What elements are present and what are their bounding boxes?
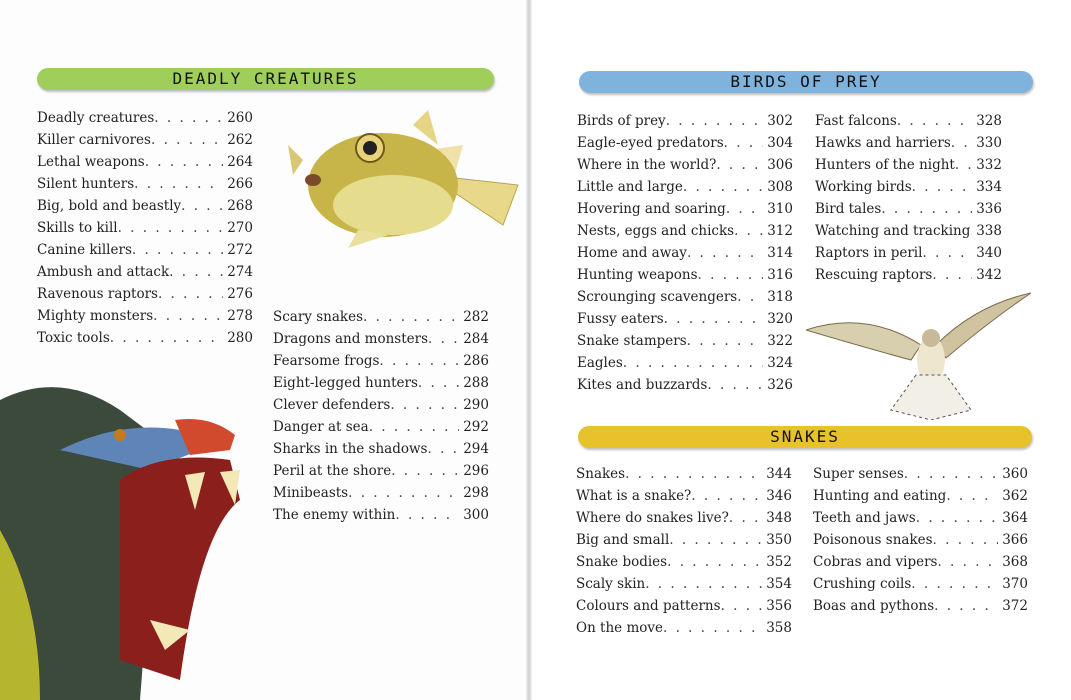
dot-leader <box>664 308 764 330</box>
toc-entry[interactable] <box>273 460 489 482</box>
dot-leader <box>348 482 459 504</box>
dot-leader <box>932 264 972 286</box>
dot-leader <box>683 176 763 198</box>
toc-entry-page: 350 <box>766 532 792 548</box>
toc-entry-title: Hawks and harriers <box>815 135 951 151</box>
toc-entry[interactable] <box>273 372 489 394</box>
toc-entry-page: 264 <box>227 154 253 170</box>
dot-leader <box>663 617 762 639</box>
dot-leader <box>153 305 223 327</box>
toc-entry-page: 352 <box>766 554 792 570</box>
toc-entry[interactable] <box>576 507 792 529</box>
toc-entry-title: Skills to kill <box>37 220 118 236</box>
toc-entry-title: Bird tales <box>815 201 882 217</box>
dot-leader <box>669 529 762 551</box>
dot-leader <box>946 485 998 507</box>
toc-entry-title: Silent hunters <box>37 176 135 192</box>
toc-entry-page: 302 <box>767 113 793 129</box>
toc-entry[interactable] <box>577 242 793 264</box>
toc-entry[interactable] <box>813 463 1028 485</box>
toc-entry-title: On the move <box>576 620 663 636</box>
toc-entry-page: 272 <box>227 242 253 258</box>
toc-entry-title: Birds of prey <box>577 113 666 129</box>
toc-entry-title: Toxic tools <box>37 330 110 346</box>
dot-leader <box>687 242 763 264</box>
toc-entry-page: 364 <box>1002 510 1028 526</box>
dot-leader <box>897 110 972 132</box>
toc-entry-title: Fearsome frogs <box>273 353 380 369</box>
toc-entry-title: The enemy within <box>273 507 396 523</box>
toc-entry-title: Big, bold and beastly <box>37 198 182 214</box>
toc-entry[interactable] <box>815 176 1002 198</box>
kestrel-illustration <box>806 290 1031 420</box>
dot-leader <box>395 504 459 526</box>
toc-entry-title: Minibeasts <box>273 485 349 501</box>
toc-entry-title: Mighty monsters <box>37 308 154 324</box>
dot-leader <box>151 129 223 151</box>
toc-entry-page: 262 <box>227 132 253 148</box>
toc-entry-page: 340 <box>976 245 1002 261</box>
dot-leader <box>721 595 763 617</box>
toc-entry-page: 360 <box>1002 466 1028 482</box>
toc-entry-page: 356 <box>766 598 792 614</box>
dot-leader <box>951 132 972 154</box>
dot-leader <box>724 132 764 154</box>
toc-entry-title: Ravenous raptors <box>37 286 158 302</box>
dot-leader <box>666 110 764 132</box>
dot-leader <box>707 374 763 396</box>
toc-entry-title: Snakes <box>576 466 626 482</box>
toc-entry[interactable] <box>577 264 793 286</box>
toc-entry-title: Boas and pythons <box>813 598 935 614</box>
toc-entry-page: 288 <box>463 375 489 391</box>
toc-entry-page: 280 <box>227 330 253 346</box>
toc-entry-page: 342 <box>976 267 1002 283</box>
toc-entry-page: 308 <box>767 179 793 195</box>
toc-entry[interactable] <box>273 416 489 438</box>
toc-entry-title: Crushing coils <box>813 576 912 592</box>
toc-entry[interactable] <box>576 573 792 595</box>
toc-entry[interactable] <box>576 595 792 617</box>
toc-entry-page: 326 <box>767 377 793 393</box>
toc-entry[interactable] <box>273 438 489 460</box>
toc-entry-page: 276 <box>227 286 253 302</box>
toc-entry[interactable] <box>273 350 489 372</box>
toc-entry[interactable] <box>273 394 489 416</box>
toc-entry-page: 312 <box>767 223 793 239</box>
toc-entry-page: 294 <box>463 441 489 457</box>
toc-column <box>815 110 1002 286</box>
dot-leader <box>734 220 763 242</box>
toc-entry[interactable] <box>577 220 793 242</box>
toc-entry-page: 268 <box>227 198 253 214</box>
dot-leader <box>737 286 763 308</box>
toc-entry-title: Sharks in the shadows <box>273 441 428 457</box>
toc-column <box>577 110 793 396</box>
toc-entry-title: Super senses <box>813 466 904 482</box>
toc-entry-title: Poisonous snakes <box>813 532 933 548</box>
dot-leader <box>390 394 459 416</box>
section-banner-snakes: SNAKES <box>578 426 1032 448</box>
dot-leader <box>418 372 459 394</box>
toc-entry-title: Where in the world? <box>577 157 717 173</box>
toc-entry-page: 330 <box>976 135 1002 151</box>
toc-entry-page: 310 <box>767 201 793 217</box>
toc-entry[interactable] <box>815 110 1002 132</box>
toc-entry-title: Hunting weapons <box>577 267 698 283</box>
toc-entry-page: 260 <box>227 110 253 126</box>
dot-leader <box>934 595 998 617</box>
toc-entry[interactable] <box>37 239 253 261</box>
dot-leader <box>369 416 460 438</box>
toc-entry[interactable] <box>273 504 489 526</box>
dot-leader <box>933 529 999 551</box>
dot-leader <box>922 242 972 264</box>
toc-entry-title: Where do snakes live? <box>576 510 729 526</box>
dot-leader <box>118 217 224 239</box>
toc-entry-title: Hovering and soaring <box>577 201 726 217</box>
toc-entry-title: Scaly skin <box>576 576 646 592</box>
toc-entry-title: Lethal weapons <box>37 154 145 170</box>
toc-entry[interactable] <box>813 507 1028 529</box>
toc-entry-title: Danger at sea <box>273 419 369 435</box>
dot-leader <box>134 173 223 195</box>
toc-entry[interactable] <box>577 110 793 132</box>
toc-entry-page: 332 <box>976 157 1002 173</box>
toc-entry-title: Clever defenders <box>273 397 391 413</box>
toc-entry[interactable] <box>576 529 792 551</box>
toc-entry[interactable] <box>815 154 1002 176</box>
toc-entry-title: Hunting and eating <box>813 488 947 504</box>
dot-leader <box>428 328 459 350</box>
toc-entry-title: Killer carnivores <box>37 132 151 148</box>
toc-entry[interactable] <box>37 173 253 195</box>
toc-entry[interactable] <box>577 352 793 374</box>
toc-entry-page: 348 <box>766 510 792 526</box>
dot-leader <box>912 176 973 198</box>
dot-leader <box>154 107 223 129</box>
toc-entry[interactable] <box>815 220 1002 242</box>
toc-entry-title: Cobras and vipers <box>813 554 938 570</box>
toc-entry[interactable] <box>815 132 1002 154</box>
toc-entry[interactable] <box>815 198 1002 220</box>
toc-entry[interactable] <box>37 261 253 283</box>
mandrill-illustration <box>0 380 260 700</box>
dot-leader <box>881 198 972 220</box>
toc-entry-title: Snake bodies <box>576 554 668 570</box>
toc-entry[interactable] <box>815 264 1002 286</box>
toc-entry-title: Fast falcons <box>815 113 897 129</box>
toc-entry-title: Little and large <box>577 179 683 195</box>
toc-entry[interactable] <box>37 151 253 173</box>
toc-entry-title: Peril at the shore <box>273 463 392 479</box>
toc-entry-page: 298 <box>463 485 489 501</box>
dot-leader <box>716 154 763 176</box>
toc-entry-page: 324 <box>767 355 793 371</box>
dot-leader <box>916 507 998 529</box>
pufferfish-illustration <box>278 100 533 250</box>
dot-leader <box>145 151 224 173</box>
dot-leader <box>726 198 763 220</box>
toc-column <box>576 463 792 639</box>
toc-entry-title: Home and away <box>577 245 687 261</box>
toc-entry[interactable] <box>576 463 792 485</box>
dot-leader <box>158 283 223 305</box>
toc-entry-page: 286 <box>463 353 489 369</box>
toc-entry-title: Raptors in peril <box>815 245 923 261</box>
section-banner-deadly-creatures: DEADLY CREATURES <box>37 68 494 90</box>
dot-leader <box>691 485 762 507</box>
toc-entry-title: Scary snakes <box>273 309 363 325</box>
dot-leader <box>729 507 762 529</box>
toc-entry-page: 306 <box>767 157 793 173</box>
toc-entry-page: 266 <box>227 176 253 192</box>
toc-entry-title: Eagle-eyed predators <box>577 135 724 151</box>
toc-entry-title: Teeth and jaws <box>813 510 916 526</box>
toc-entry[interactable] <box>813 573 1028 595</box>
toc-entry-page: 282 <box>463 309 489 325</box>
toc-column <box>273 306 489 526</box>
toc-entry-page: 328 <box>976 113 1002 129</box>
toc-entry-title: Nests, eggs and chicks <box>577 223 735 239</box>
toc-entry-title: Eagles <box>577 355 623 371</box>
toc-entry[interactable] <box>577 198 793 220</box>
toc-entry-page: 316 <box>767 267 793 283</box>
toc-entry-page: 346 <box>766 488 792 504</box>
toc-entry-title: Eight-legged hunters <box>273 375 418 391</box>
toc-entry-title: Canine killers <box>37 242 132 258</box>
toc-column <box>813 463 1028 617</box>
dot-leader <box>667 551 762 573</box>
toc-entry[interactable] <box>576 551 792 573</box>
toc-entry[interactable] <box>273 482 489 504</box>
toc-entry-title: What is a snake? <box>576 488 692 504</box>
dot-leader <box>427 438 459 460</box>
toc-entry[interactable] <box>577 374 793 396</box>
toc-entry-page: 296 <box>463 463 489 479</box>
toc-entry-title: Kites and buzzards <box>577 377 708 393</box>
toc-entry[interactable] <box>576 485 792 507</box>
toc-entry[interactable] <box>37 327 253 349</box>
toc-entry[interactable] <box>576 617 792 639</box>
toc-entry[interactable] <box>37 217 253 239</box>
toc-entry-page: 334 <box>976 179 1002 195</box>
toc-entry-page: 304 <box>767 135 793 151</box>
toc-entry-title: Working birds <box>815 179 912 195</box>
toc-entry[interactable] <box>577 176 793 198</box>
toc-entry-page: 278 <box>227 308 253 324</box>
toc-entry-page: 366 <box>1002 532 1028 548</box>
toc-entry-page: 318 <box>767 289 793 305</box>
dot-leader <box>363 306 459 328</box>
dot-leader <box>379 350 459 372</box>
dot-leader <box>904 463 998 485</box>
toc-entry[interactable] <box>577 308 793 330</box>
toc-entry-page: 300 <box>463 507 489 523</box>
toc-entry-page: 370 <box>1002 576 1028 592</box>
toc-entry[interactable] <box>37 305 253 327</box>
toc-entry[interactable] <box>813 529 1028 551</box>
toc-entry-page: 284 <box>463 331 489 347</box>
dot-leader <box>645 573 762 595</box>
toc-entry-page: 358 <box>766 620 792 636</box>
toc-entry-page: 344 <box>766 466 792 482</box>
toc-entry-title: Watching and tracking <box>815 223 971 239</box>
toc-entry-title: Deadly creatures <box>37 110 155 126</box>
toc-entry-title: Big and small <box>576 532 670 548</box>
toc-entry-page: 290 <box>463 397 489 413</box>
toc-entry-page: 270 <box>227 220 253 236</box>
toc-entry[interactable] <box>813 485 1028 507</box>
toc-entry[interactable] <box>577 154 793 176</box>
toc-column <box>37 107 253 349</box>
toc-entry[interactable] <box>37 195 253 217</box>
toc-entry-page: 274 <box>227 264 253 280</box>
toc-entry-page: 354 <box>766 576 792 592</box>
dot-leader <box>698 264 764 286</box>
toc-entry-title: Ambush and attack <box>37 264 170 280</box>
toc-entry[interactable] <box>37 107 253 129</box>
toc-entry[interactable] <box>37 283 253 305</box>
dot-leader <box>181 195 223 217</box>
dot-leader <box>625 463 762 485</box>
dot-leader <box>110 327 223 349</box>
toc-entry[interactable] <box>273 306 489 328</box>
toc-entry-title: Snake stampers <box>577 333 687 349</box>
toc-entry-title: Colours and patterns <box>576 598 721 614</box>
section-banner-birds-of-prey: BIRDS OF PREY <box>579 71 1033 93</box>
toc-entry-page: 314 <box>767 245 793 261</box>
toc-entry-title: Rescuing raptors <box>815 267 933 283</box>
toc-entry[interactable] <box>813 595 1028 617</box>
toc-entry[interactable] <box>577 286 793 308</box>
toc-entry[interactable] <box>815 242 1002 264</box>
toc-entry[interactable] <box>273 328 489 350</box>
toc-entry-page: 362 <box>1002 488 1028 504</box>
toc-entry-page: 322 <box>767 333 793 349</box>
toc-entry-title: Fussy eaters <box>577 311 664 327</box>
dot-leader <box>911 573 998 595</box>
toc-entry[interactable] <box>577 132 793 154</box>
dot-leader <box>132 239 223 261</box>
toc-entry-title: Scrounging scavengers <box>577 289 738 305</box>
toc-entry-page: 338 <box>976 223 1002 239</box>
toc-entry-page: 336 <box>976 201 1002 217</box>
toc-entry[interactable] <box>813 551 1028 573</box>
toc-entry[interactable] <box>577 330 793 352</box>
toc-entry-page: 368 <box>1002 554 1028 570</box>
toc-entry-page: 372 <box>1002 598 1028 614</box>
toc-entry[interactable] <box>37 129 253 151</box>
dot-leader <box>169 261 223 283</box>
toc-entry-page: 320 <box>767 311 793 327</box>
dot-leader <box>623 352 763 374</box>
toc-entry-title: Dragons and monsters <box>273 331 429 347</box>
dot-leader <box>391 460 459 482</box>
toc-entry-title: Hunters of the night <box>815 157 955 173</box>
dot-leader <box>937 551 998 573</box>
toc-entry-page: 292 <box>463 419 489 435</box>
dot-leader <box>687 330 764 352</box>
dot-leader <box>955 154 972 176</box>
